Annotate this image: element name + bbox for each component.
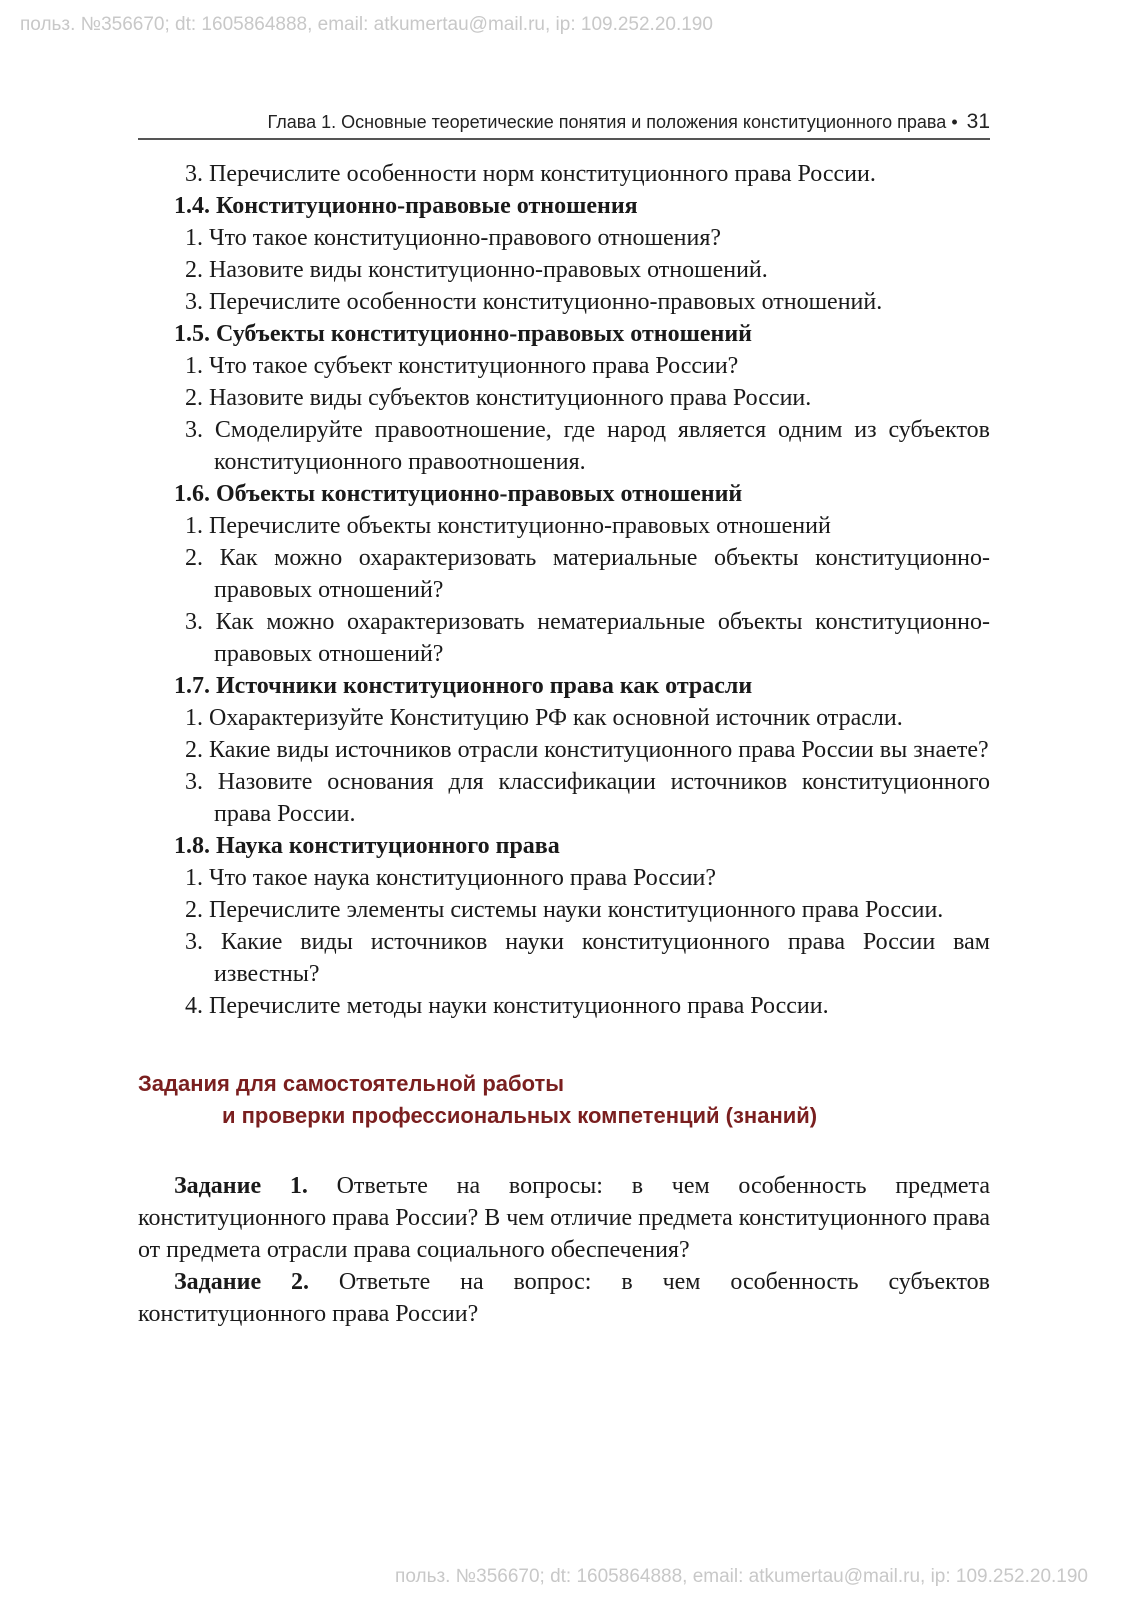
question: 2. Как можно охарактеризовать материальные объекты конституционно-правовых отношений?: [185, 545, 990, 603]
continued-question: 3. Перечислите особенности норм конституционного права России.: [185, 161, 876, 187]
question: 2. Назовите виды субъектов конституционного права России.: [185, 385, 812, 411]
section-title: 1.7. Источники конституционного права как отрасли: [174, 673, 753, 699]
task-text: Ответьте на вопросы: в чем особенность предмета конституционного права России? В чем отличие предмета конституционного права от предмета отрасли права социального обеспечения?: [138, 1173, 990, 1263]
question: 2. Какие виды источников отрасли конституционного права России вы знаете?: [185, 737, 989, 763]
tasks-heading: [138, 1068, 990, 1132]
section-1-5: [138, 318, 990, 478]
section-title: 1.8. Наука конституционного права: [174, 833, 560, 859]
section-1-6: [138, 478, 990, 670]
watermark-bottom: польз. №356670; dt: 1605864888, email: atkumertau@mail.ru, ip: 109.252.20.190: [395, 1566, 1088, 1587]
task-label: Задание 1.: [174, 1173, 308, 1199]
page-number: 31: [966, 110, 990, 133]
task-text: Ответьте на вопрос: в чем особенность субъектов конституционного права России?: [138, 1269, 990, 1327]
question: 3. Назовите основания для классификации источников конституционного права России.: [185, 769, 990, 827]
question: 3. Смоделируйте правоотношение, где народ является одним из субъектов конституционного правоотношения.: [185, 417, 990, 475]
question: 3. Перечислите особенности конституционно-правовых отношений.: [185, 289, 883, 315]
question: 1. Что такое субъект конституционного права России?: [185, 353, 739, 379]
question: 1. Что такое наука конституционного права России?: [185, 865, 717, 891]
section-title: 1.6. Объекты конституционно-правовых отношений: [174, 481, 743, 507]
question: 2. Назовите виды конституционно-правовых отношений.: [185, 257, 768, 283]
task-2: [138, 1266, 990, 1330]
question: 3. Какие виды источников науки конституционного права России вам известны?: [185, 929, 990, 987]
task-label: Задание 2.: [174, 1269, 310, 1295]
question: 1. Что такое конституционно-правового отношения?: [185, 225, 722, 251]
task-1: [138, 1170, 990, 1266]
question: 3. Как можно охарактеризовать нематериальные объекты конституционно-правовых отношений?: [185, 609, 990, 667]
watermark-top: польз. №356670; dt: 1605864888, email: atkumertau@mail.ru, ip: 109.252.20.190: [20, 14, 713, 35]
section-1-7: [138, 670, 990, 830]
question: 4. Перечислите методы науки конституционного права России.: [185, 993, 829, 1019]
question: 1. Охарактеризуйте Конституцию РФ как основной источник отрасли.: [185, 705, 903, 731]
tasks-heading-line-1: Задания для самостоятельной работы: [138, 1071, 565, 1096]
page-content: [138, 158, 990, 1330]
section-title: 1.4. Конституционно-правовые отношения: [174, 193, 638, 219]
chapter-title: Глава 1. Основные теоретические понятия и положения конституционного права: [267, 112, 947, 132]
section-1-4: [138, 190, 990, 318]
section-title: 1.5. Субъекты конституционно-правовых отношений: [174, 321, 752, 347]
question: 2. Перечислите элементы системы науки конституционного права России.: [185, 897, 944, 923]
header-bullet: •: [951, 112, 958, 132]
running-header: [138, 110, 990, 140]
question: 1. Перечислите объекты конституционно-правовых отношений: [185, 513, 831, 539]
tasks-heading-line-2: и проверки профессиональных компетенций (знаний): [222, 1103, 818, 1128]
section-1-8: [138, 830, 990, 1022]
